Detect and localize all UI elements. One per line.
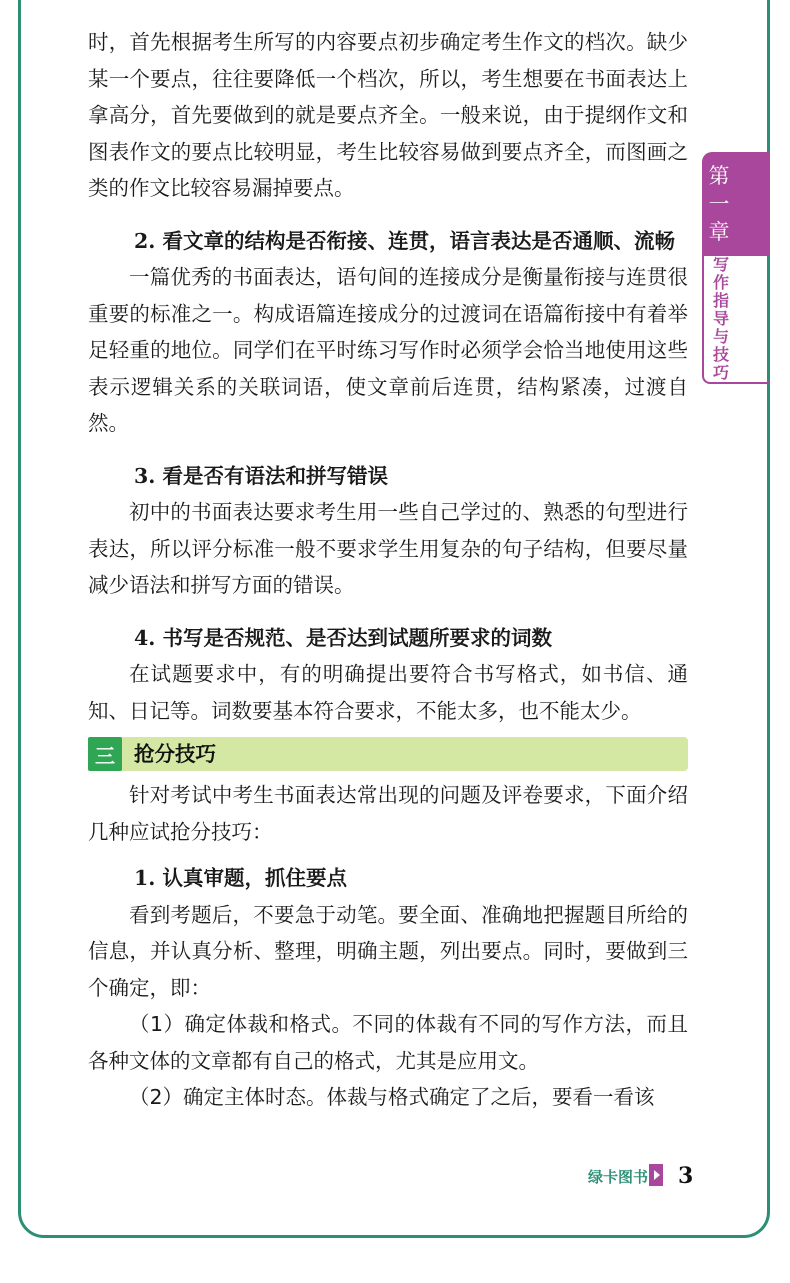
body-paragraph: 在试题要求中，有的明确提出要符合书写格式，如书信、通知、日记等。词数要基本符合要求，不能太多，也不能太少。 [88,662,688,723]
topic-char: 指 [712,291,729,310]
subheading [88,223,688,260]
subheading-number: 4. [134,625,156,650]
subheading-text: 书写是否规范、是否达到试题所要求的词数 [162,625,553,650]
topic-char: 与 [712,327,729,346]
body-paragraph: 看到考题后，不要急于动笔。要全面、准确地把握题目所给的信息，并认真分析、整理，明确主题，列出要点。同时，要做到三个确定，即： [88,902,688,1000]
body-paragraph: （2）确定主体时态。体裁与格式确定了之后，要看一看该 [129,1085,655,1109]
subheading-text: 看文章的结构是否衔接、连贯，语言表达是否通顺、流畅 [162,228,676,253]
topic-char: 巧 [712,363,729,382]
chapter-tab [702,152,770,256]
topic-char: 写 [712,255,729,274]
body-paragraph: 初中的书面表达要求考生用一些自己学过的、熟悉的句型进行表达，所以评分标准一般不要求学生用复杂的句子结构，但要尽量减少语法和拼写方面的错误。 [88,500,688,597]
topic-char: 作 [712,273,729,292]
chapter-char: 一 [708,192,730,216]
brand-arrow-icon [649,1164,663,1186]
subheading-text: 看是否有语法和拼写错误 [162,463,389,488]
subheading [88,860,688,897]
section-title: 抢分技巧 [134,742,216,766]
subheading-text: 认真审题，抓住要点 [162,866,348,890]
subheading-number: 2. [134,228,156,253]
publisher-brand: 绿卡图书 [588,1167,649,1186]
subheading [88,620,688,657]
page-number: 3 [678,1163,694,1189]
body-paragraph: （1）确定体裁和格式。不同的体裁有不同的写作方法，而且各种文体的文章都有自己的格式，尤其是应用文。 [88,1012,688,1073]
topic-char: 导 [712,309,729,328]
section-number: 三 [88,737,122,771]
page-content [88,0,688,1116]
subheading-number: 1. [134,866,156,890]
chapter-char: 第 [708,164,730,188]
body-paragraph: 时，首先根据考生所写的内容要点初步确定考生作文的档次。缺少某一个要点，往往要降低一个档次，所以，考生想要在书面表达上拿高分，首先要做到的就是要点齐全。一般来说，由于提纲作文和图表作文的要点比较明显，考生比较容易做到要点齐全，而图画之类的作文比较容易漏掉要点。 [88,30,688,200]
chapter-char: 章 [708,220,730,244]
subheading-number: 3. [134,463,156,488]
topic-char: 技 [712,345,729,364]
chapter-topic-tab [702,256,770,384]
subheading [88,458,688,495]
body-paragraph: 一篇优秀的书面表达，语句间的连接成分是衡量衔接与连贯很重要的标准之一。构成语篇连接成分的过渡词在语篇衔接中有着举足轻重的地位。同学们在平时练习写作时必须学会恰当地使用这些表示逻辑关系的关联词语，使文章前后连贯，结构紧凑，过渡自然。 [88,265,688,435]
body-paragraph: 针对考试中考生书面表达常出现的问题及评卷要求，下面介绍几种应试抢分技巧： [88,783,688,844]
section-header [88,737,688,771]
